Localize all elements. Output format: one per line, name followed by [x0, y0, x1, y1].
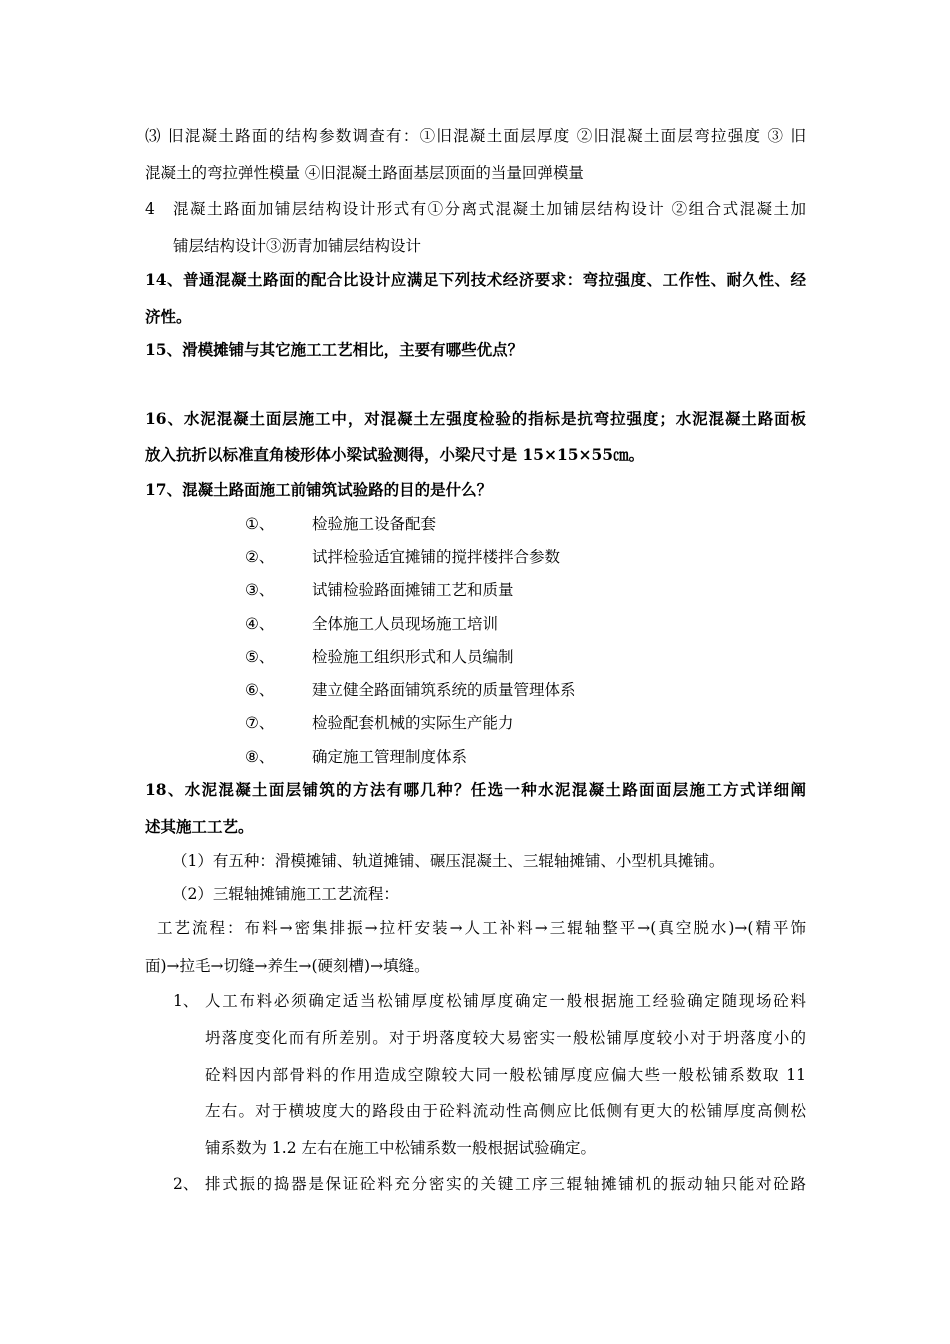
list-number: ⑦、 — [245, 714, 275, 732]
list-item-text: 检验施工设备配套 — [312, 515, 437, 533]
list-number: ⑥、 — [245, 681, 275, 699]
step-line: 砼料因内部骨料的作用造成空隙较大同一般松铺厚度应偏大些一般松铺系数取 11 — [205, 1066, 806, 1084]
question-heading: 18、水泥混凝土面层铺筑的方法有哪几种？任选一种水泥混凝土路面面层施工方式详细阐 — [145, 780, 806, 799]
step-line: 坍落度变化而有所差别。对于坍落度较大易密实一般松铺厚度较小对于坍落度小的 — [205, 1029, 806, 1047]
step-line: 左右。对于横坡度大的路段由于砼料流动性高侧应比低侧有更大的松铺厚度高侧松 — [205, 1102, 806, 1120]
list-number: ⑤、 — [245, 648, 275, 666]
step-number: 1、 — [173, 992, 199, 1010]
process-flow-line: 面)→拉毛→切缝→养生→(硬刻槽)→填缝。 — [145, 957, 430, 975]
question-heading: 济性。 — [145, 307, 192, 326]
list-number: ①、 — [245, 515, 275, 533]
list-number: ④、 — [245, 615, 275, 633]
answer-line: （1）有五种：滑模摊铺、轨道摊铺、碾压混凝土、三辊轴摊铺、小型机具摊铺。 — [172, 852, 725, 870]
list-number: 4 — [145, 200, 155, 218]
list-item-text: 检验配套机械的实际生产能力 — [312, 714, 514, 732]
answer-line: （2）三辊轴摊铺施工工艺流程： — [172, 885, 399, 903]
step-line: 排式振的捣器是保证砼料充分密实的关键工序三辊轴摊铺机的振动轴只能对砼路 — [205, 1175, 806, 1193]
list-item-text: 试铺检验路面摊铺工艺和质量 — [312, 581, 514, 599]
step-number: 2、 — [173, 1175, 199, 1193]
question-heading: 14、普通混凝土路面的配合比设计应满足下列技术经济要求：弯拉强度、工作性、耐久性、经 — [145, 270, 806, 289]
step-line: 人工布料必须确定适当松铺厚度松铺厚度确定一般根据施工经验确定随现场砼料 — [205, 992, 806, 1010]
paragraph-line: 混凝土的弯拉弹性模量 ④旧混凝土路面基层顶面的当量回弹模量 — [145, 164, 584, 182]
paragraph-line: 铺层结构设计③沥青加铺层结构设计 — [173, 237, 422, 255]
question-heading: 15、滑模摊铺与其它施工工艺相比，主要有哪些优点？ — [145, 340, 524, 359]
list-number: ③、 — [245, 581, 275, 599]
paragraph-line: ⑶ 旧混凝土路面的结构参数调查有：①旧混凝土面层厚度 ②旧混凝土面层弯拉强度 ③ 旧 — [145, 127, 806, 145]
step-line: 铺系数为 1.2 左右在施工中松铺系数一般根据试验确定。 — [205, 1139, 597, 1157]
paragraph-line: 混凝土路面加铺层结构设计形式有①分离式混凝土加铺层结构设计 ②组合式混凝土加 — [173, 200, 806, 218]
list-item-text: 全体施工人员现场施工培训 — [312, 615, 499, 633]
list-number: ②、 — [245, 548, 275, 566]
question-heading: 放入抗折以标准直角棱形体小梁试验测得，小梁尺寸是 15×15×55㎝。 — [145, 445, 645, 464]
question-heading: 17、混凝土路面施工前铺筑试验路的目的是什么？ — [145, 480, 493, 499]
question-heading: 述其施工工艺。 — [145, 817, 254, 836]
list-item-text: 试拌检验适宜摊铺的搅拌楼拌合参数 — [312, 548, 561, 566]
question-heading: 16、水泥混凝土面层施工中，对混凝土左强度检验的指标是抗弯拉强度；水泥混凝土路面板 — [145, 409, 806, 428]
list-item-text: 确定施工管理制度体系 — [312, 748, 468, 766]
process-flow-line: 工艺流程：布料→密集排振→拉杆安装→人工补料→三辊轴整平→(真空脱水)→(精平饰 — [157, 919, 806, 937]
list-item-text: 建立健全路面铺筑系统的质量管理体系 — [312, 681, 576, 699]
list-item-text: 检验施工组织形式和人员编制 — [312, 648, 514, 666]
list-number: ⑧、 — [245, 748, 275, 766]
